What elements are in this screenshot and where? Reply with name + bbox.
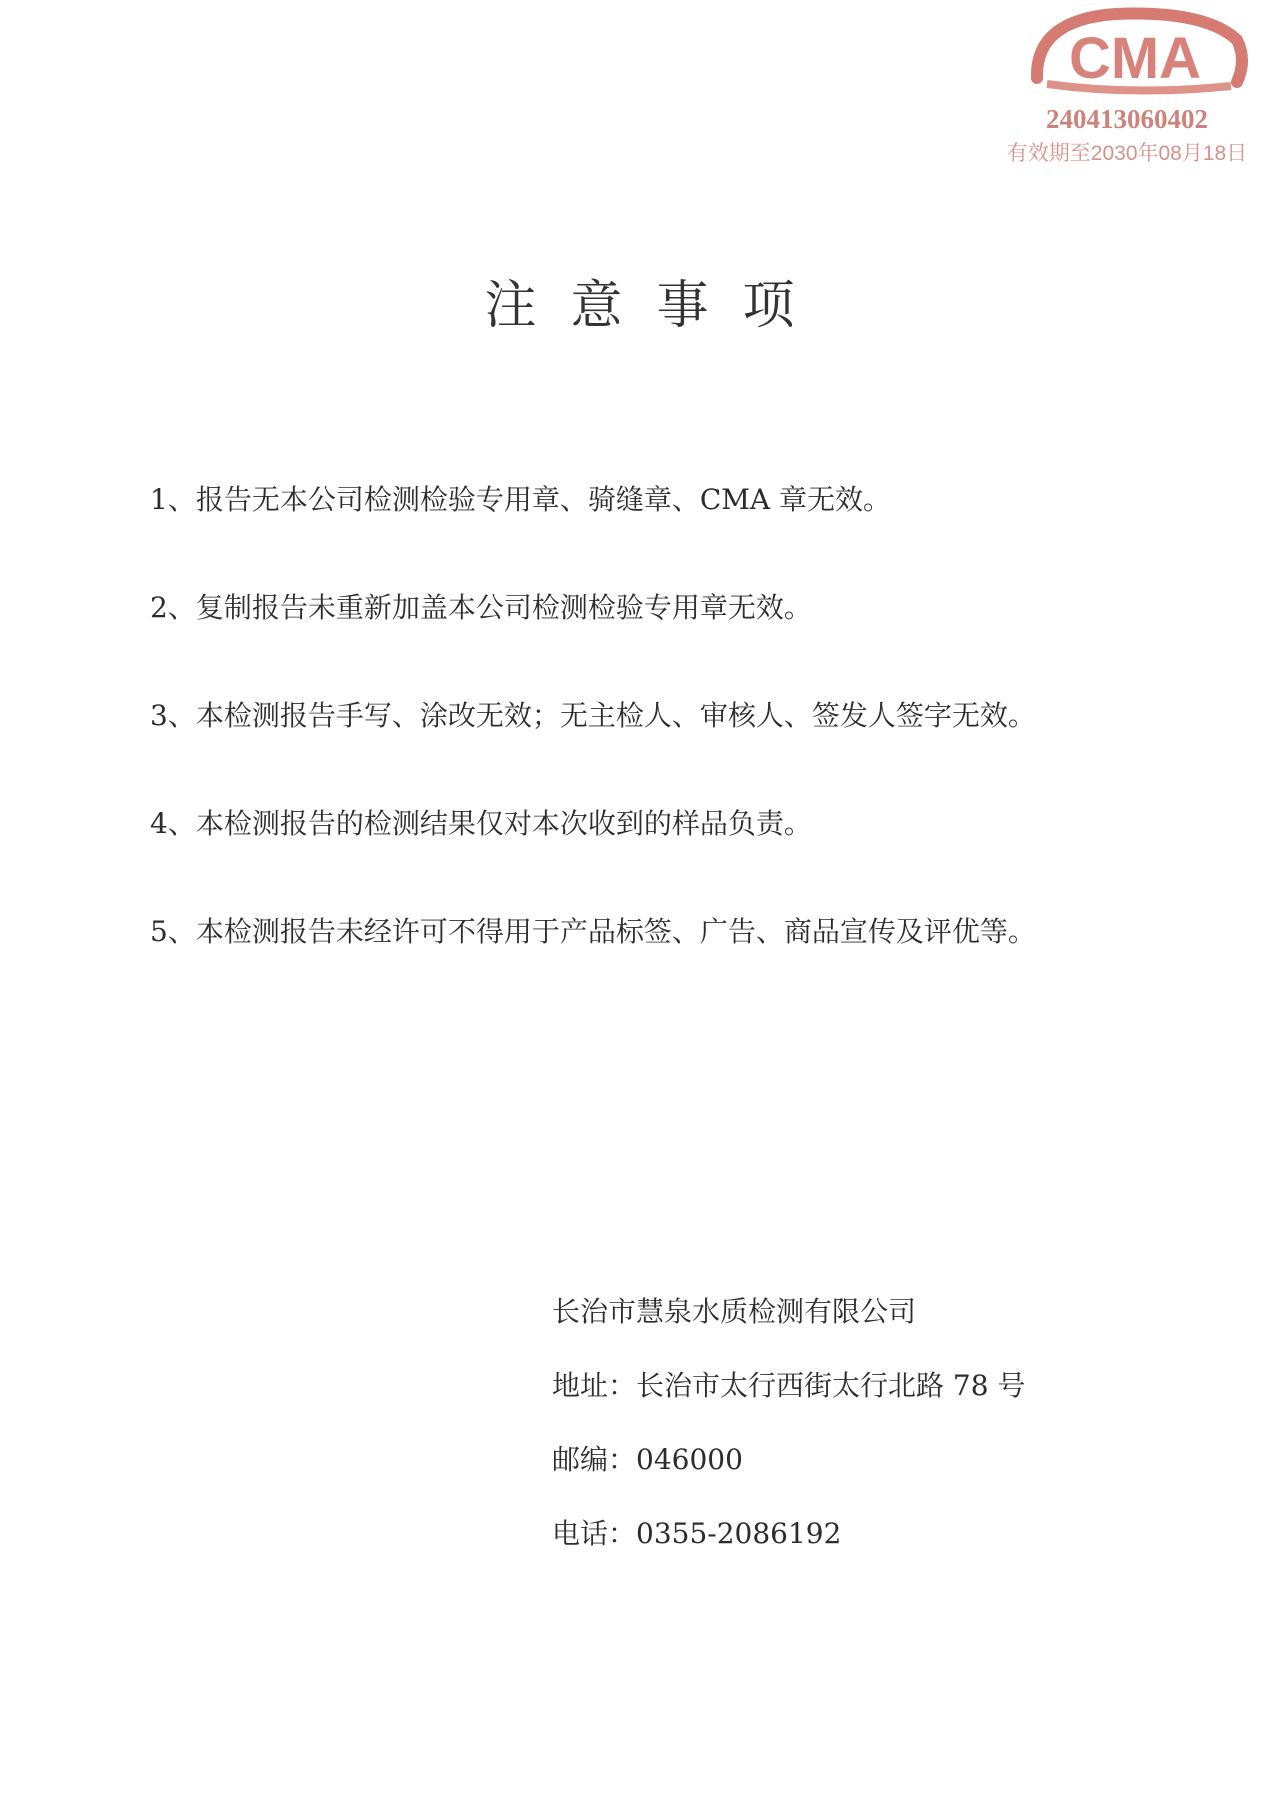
notice-item-2: 2、复制报告未重新加盖本公司检测检验专用章无效。: [150, 591, 812, 624]
svg-text:CMA: CMA: [1068, 26, 1202, 91]
company-postcode: 邮编：046000: [552, 1443, 743, 1476]
notice-item-1: 1、报告无本公司检测检验专用章、骑缝章、CMA 章无效。: [150, 483, 892, 516]
company-info: [552, 1292, 1152, 1588]
notice-list: [150, 480, 1210, 1020]
page-title: 注意事项: [484, 275, 829, 336]
svg-text:有效期至2030年08月18日: 有效期至2030年08月18日: [1006, 142, 1248, 165]
company-address: 地址：长治市太行西街太行北路 78 号: [552, 1369, 1026, 1402]
svg-text:240413060402: 240413060402: [1046, 104, 1208, 134]
company-phone: 电话：0355-2086192: [552, 1517, 842, 1550]
cma-seal: [975, 0, 1279, 175]
notice-item-5: 5、本检测报告未经许可不得用于产品标签、广告、商品宣传及评优等。: [150, 915, 1036, 948]
company-name: 长治市慧泉水质检测有限公司: [552, 1295, 917, 1328]
notice-item-3: 3、本检测报告手写、涂改无效；无主检人、审核人、签发人签字无效。: [150, 699, 1036, 732]
cma-seal-graphic: [975, 0, 1279, 175]
notice-item-4: 4、本检测报告的检测结果仅对本次收到的样品负责。: [150, 807, 812, 840]
